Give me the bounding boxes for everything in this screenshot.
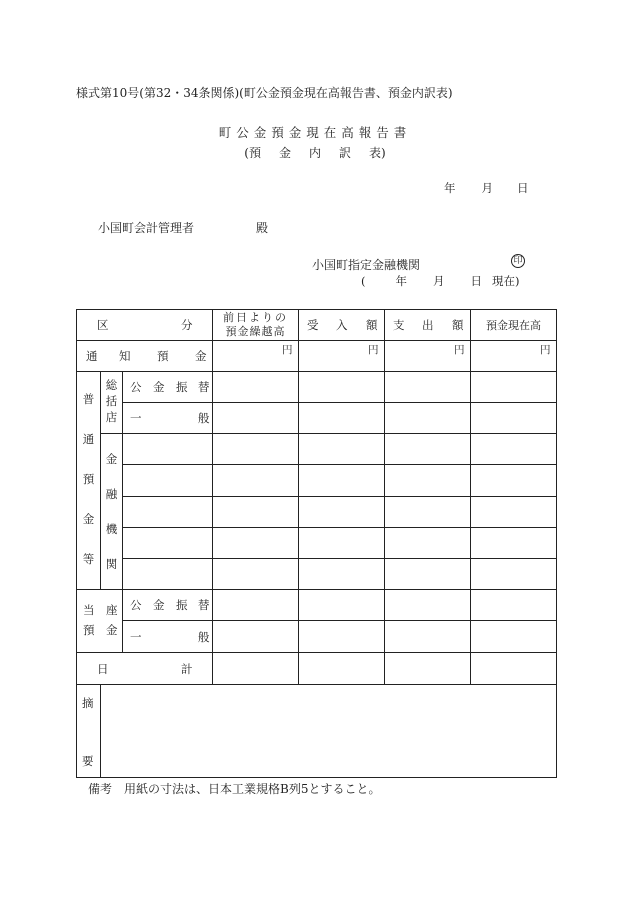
- ordinary-char: 等: [82, 552, 95, 567]
- seal-mark: 印: [511, 254, 525, 268]
- header-received: [299, 310, 384, 340]
- current-public-transfer: [123, 590, 212, 620]
- general-branch-char: 総: [105, 378, 118, 393]
- date-day-label: 日: [517, 181, 529, 195]
- yen-unit-carryover: 円: [282, 344, 293, 356]
- yen-unit-paid: 円: [454, 344, 465, 356]
- header-balance: 預金現在高: [486, 319, 541, 332]
- addressee-name: 小国町会計管理者: [98, 221, 195, 235]
- total-char: 日: [97, 661, 109, 676]
- general-char: 一: [130, 411, 142, 425]
- ordinary-general: [123, 403, 212, 433]
- subtitle-part: (預: [244, 146, 261, 160]
- ordinary-char: 預: [82, 472, 95, 487]
- summary-char: 要: [82, 754, 94, 768]
- notice-deposit-char: 預: [157, 349, 169, 363]
- asof-open: (: [361, 274, 366, 288]
- header-carryover: [213, 310, 298, 340]
- asof-current: 現在): [492, 274, 520, 288]
- transfer-char: 公: [130, 598, 142, 612]
- ordinary-char: 金: [82, 512, 95, 527]
- date-month-label: 月: [481, 181, 493, 195]
- financial-institutions: [101, 442, 122, 582]
- honorific: 殿: [256, 221, 269, 235]
- general-branch-char: 括: [105, 394, 118, 409]
- document-title: 町公金預金現在高報告書: [218, 125, 412, 140]
- summary-char: 摘: [82, 696, 94, 710]
- financial-char: 関: [105, 556, 118, 571]
- header-carryover-line: 預金繰越高: [225, 325, 286, 338]
- asof-month: 月: [433, 274, 445, 288]
- summary-label: [77, 685, 100, 777]
- header-category-part: 分: [181, 318, 193, 332]
- summary-field[interactable]: [101, 685, 556, 777]
- current-char: 座: [106, 603, 118, 617]
- yen-unit-received: 円: [368, 344, 379, 356]
- current-char: 当: [83, 603, 95, 617]
- subtitle-part: 表): [369, 146, 386, 160]
- current-char: 金: [106, 623, 118, 637]
- header-paid-part: 出: [422, 318, 434, 332]
- current-char: 預: [83, 623, 95, 637]
- transfer-char: 公: [130, 380, 142, 394]
- transfer-char: 替: [198, 380, 210, 394]
- current-deposit-group: [77, 590, 122, 652]
- asof-day: 日: [470, 274, 482, 288]
- general-char: 般: [198, 411, 210, 425]
- header-paid-part: 額: [452, 318, 464, 332]
- ordinary-char: 普: [82, 392, 95, 407]
- subtitle-part: 金: [278, 146, 291, 160]
- header-paid-part: 支: [393, 318, 405, 332]
- subtitle-part: 内: [308, 146, 321, 160]
- subtitle-part: 訳: [339, 146, 352, 160]
- header-category-part: 区: [97, 318, 109, 332]
- notice-deposit-char: 金: [195, 349, 207, 363]
- financial-char: 金: [105, 451, 118, 466]
- transfer-char: 金: [153, 380, 165, 394]
- header-paid: [385, 310, 470, 340]
- transfer-char: 振: [176, 380, 188, 394]
- asof-year: 年: [395, 274, 407, 288]
- current-general: [123, 621, 212, 652]
- general-branch-char: 店: [105, 410, 118, 425]
- header-received-part: 額: [366, 318, 378, 332]
- header-category: [77, 310, 212, 340]
- ordinary-deposit-group: [77, 380, 100, 580]
- notice-deposit-char: 通: [86, 349, 98, 363]
- header-received-part: 受: [307, 318, 319, 332]
- date-year-label: 年: [444, 181, 456, 195]
- institution-name: 小国町指定金融機関: [312, 258, 421, 272]
- form-number: 様式第10号(第32・34条関係)(町公金預金現在高報告書、預金内訳表): [76, 86, 453, 100]
- row-daily-total: [77, 653, 212, 684]
- general-char: 般: [198, 629, 210, 644]
- total-char: 計: [181, 661, 193, 676]
- notice-deposit-char: 知: [119, 349, 131, 363]
- ordinary-public-transfer: [123, 372, 212, 402]
- general-branch: [101, 376, 122, 428]
- remark: 備考 用紙の寸法は、日本工業規格B列5とすること。: [88, 782, 381, 796]
- transfer-char: 替: [198, 598, 210, 612]
- header-carryover-line: 前日よりの: [223, 311, 288, 324]
- transfer-char: 振: [176, 598, 188, 612]
- transfer-char: 金: [153, 598, 165, 612]
- ordinary-char: 通: [82, 432, 95, 447]
- header-received-part: 入: [336, 318, 348, 332]
- row-notice-deposit: [77, 341, 212, 371]
- general-char: 一: [130, 629, 142, 644]
- financial-char: 機: [105, 521, 118, 536]
- financial-char: 融: [105, 486, 118, 501]
- yen-unit-balance: 円: [540, 344, 551, 356]
